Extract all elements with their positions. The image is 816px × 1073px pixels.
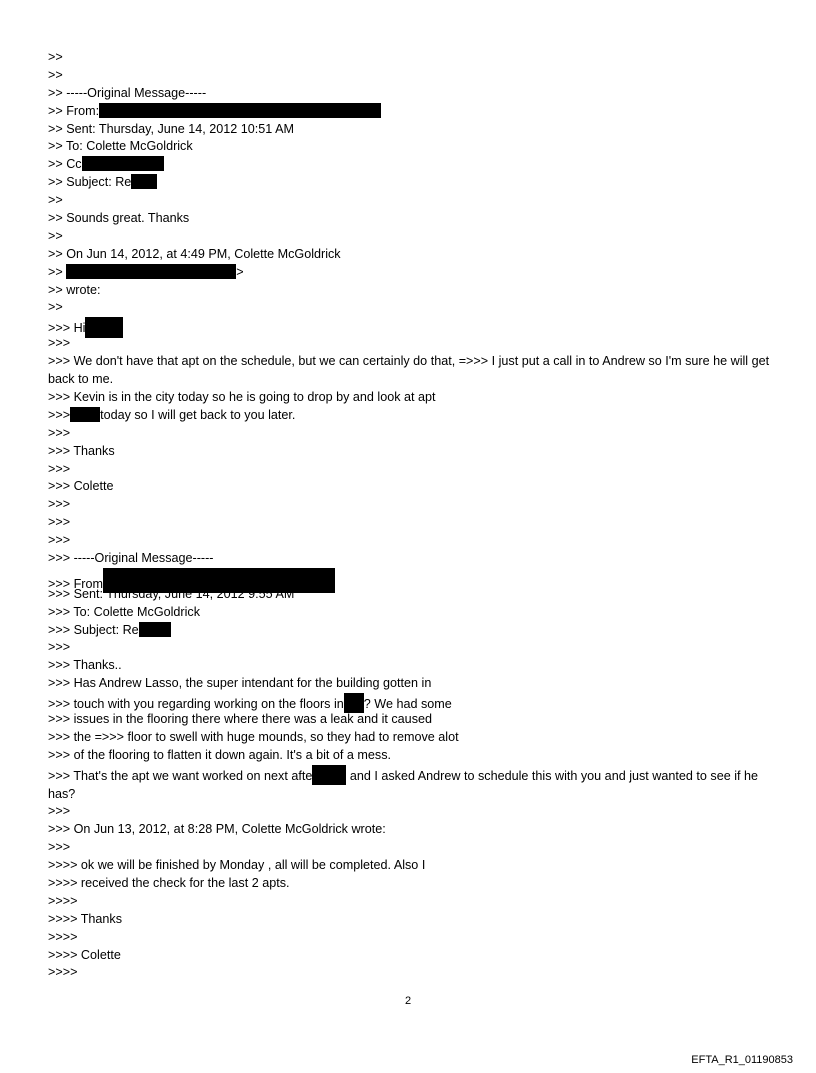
email-address-line: >> > [48, 264, 244, 279]
signature-line: >>>> Colette [48, 947, 121, 962]
quote-line: >>> [48, 840, 71, 855]
message-line: >>>> received the check for the last 2 apts. [48, 876, 290, 891]
message-line: >>> Thanks [48, 443, 115, 458]
from-line: >> From: [48, 103, 778, 121]
quote-line: >> [48, 50, 63, 64]
message-line: >>> Kevin is in the city today so he is going to drop by and look at apt [48, 389, 436, 404]
quote-line: >>>> [48, 893, 78, 908]
redaction-box [99, 103, 381, 118]
redaction-box [139, 622, 171, 637]
redaction-box [70, 407, 100, 422]
quote-line: >>> [48, 515, 71, 530]
quote-line: >>>> [48, 929, 78, 944]
message-line: >>> Has Andrew Lasso, the super intendant for the building gotten in [48, 676, 432, 691]
quote-line: >>> [48, 640, 71, 655]
from-line: >>> From [48, 568, 778, 586]
quote-line: >>> [48, 533, 71, 548]
signature-line: >>> Colette [48, 479, 114, 494]
reply-header-line: >>> On Jun 13, 2012, at 8:28 PM, Colette McGoldrick wrote: [48, 822, 386, 837]
cc-line: >> Cc [48, 156, 778, 174]
quote-line: >>>> [48, 965, 78, 980]
original-message-header: >>> -----Original Message----- [48, 550, 214, 565]
original-message-header: >> -----Original Message----- [48, 85, 207, 100]
message-line: >>> today so I will get back to you later. [48, 407, 296, 422]
quote-line: >>> [48, 804, 71, 819]
redaction-box [82, 156, 164, 171]
quote-line: >> [48, 300, 63, 315]
to-line: >>> To: Colette McGoldrick [48, 604, 201, 619]
sent-line: >>> Sent: Thursday, June 14, 2012 9:55 AM [48, 586, 295, 601]
redaction-box [131, 174, 157, 189]
message-line: >>> issues in the flooring there where there was a leak and it caused [48, 711, 432, 726]
wrote-line: >> wrote: [48, 282, 101, 297]
quote-line: >>> [48, 461, 71, 476]
sent-line: >> Sent: Thursday, June 14, 2012 10:51 AM [48, 121, 294, 136]
quote-line: >>> [48, 336, 71, 351]
subject-line: >>> Subject: Re [48, 622, 778, 640]
redaction-box [312, 765, 346, 785]
redaction-box [66, 264, 236, 279]
message-line: >>> That's the apt we want worked on next afte and I asked Andrew to schedule this with you and just wanted to see if he has? [48, 765, 778, 804]
quote-line: >>> [48, 425, 71, 440]
quote-line: >> [48, 193, 63, 208]
subject-line: >> Subject: Re [48, 174, 778, 192]
to-line: >> To: Colette McGoldrick [48, 139, 193, 154]
message-line: >>> Thanks.. [48, 658, 122, 673]
quote-line: >>> [48, 497, 71, 512]
page-number: 2 [404, 995, 412, 1007]
message-line: >>> of the flooring to flatten it down again. It's a bit of a mess. [48, 747, 391, 762]
message-line: >>> touch with you regarding working on the floors in ? We had some [48, 693, 778, 711]
document-id: EFTA_R1_01190853 [691, 1054, 793, 1066]
message-line: >>> We don't have that apt on the schedule, but we can certainly do that, =>>> I just put a call in to Andrew so I'm sure he will get back to me. [48, 354, 770, 387]
quote-line: >> [48, 67, 63, 82]
quote-line: >> [48, 228, 63, 243]
message-line: >>>> ok we will be finished by Monday , all will be completed. Also I [48, 858, 426, 873]
message-line: >> Sounds great. Thanks [48, 211, 190, 226]
email-body [48, 49, 778, 982]
message-line: >>> the =>>> floor to swell with huge mounds, so they had to remove alot [48, 729, 459, 744]
greeting-line: >>> Hi [48, 317, 778, 335]
reply-header-line: >> On Jun 14, 2012, at 4:49 PM, Colette McGoldrick [48, 246, 341, 261]
message-line: >>>> Thanks [48, 911, 122, 926]
